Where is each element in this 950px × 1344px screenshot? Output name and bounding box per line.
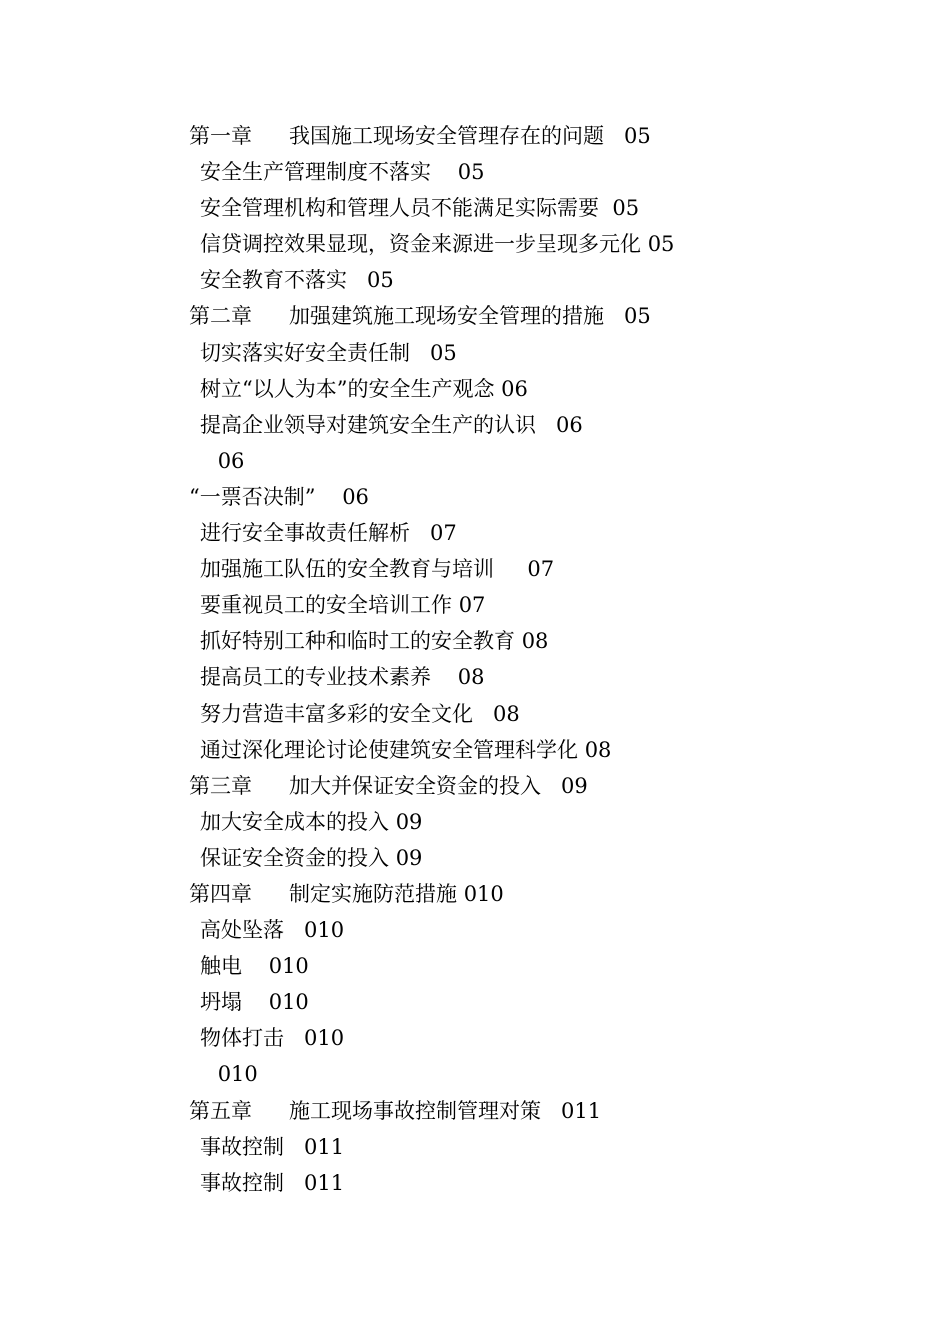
entry-title: 物体打击 [200,1026,284,1051]
page-number: 010 [268,954,309,979]
toc-entry [189,443,674,479]
entry-spacer [410,341,430,365]
chapter-label: 第一章 [189,124,252,148]
entry-spacer [389,846,396,870]
entry-title: 制定实施防范措施 [289,881,457,906]
entry-spacer [541,1099,561,1123]
entry-spacer [599,196,612,220]
entry-title: 信贷调控效果显现，资金来源进一步呈现多元化 [200,232,641,257]
toc-entry [189,840,674,876]
entry-title: 加大安全成本的投入 [200,809,389,834]
chapter-label: 第三章 [189,773,252,798]
entry-title: 提高企业领导对建筑安全生产的认识 [200,412,536,437]
toc-entry [189,262,674,298]
page-number: 05 [647,232,675,257]
entry-title: 坍塌 [200,990,242,1015]
page-number: 05 [612,196,640,221]
chapter-label: 第五章 [189,1098,252,1123]
entry-spacer [536,413,556,437]
entry-spacer [211,449,218,473]
page-number: 05 [430,340,457,365]
entry-spacer [284,1026,304,1050]
entry-title: 安全教育不落实 [200,268,347,293]
entry-title: 加强建筑施工现场安全管理的措施 [289,304,604,329]
entry-title: 我国施工现场安全管理存在的问题 [289,124,604,148]
toc-entry [189,912,674,948]
table-of-contents [189,118,674,1201]
page-number: 09 [561,773,588,798]
entry-spacer [389,810,396,834]
page-number: 07 [430,521,457,546]
page-number: 08 [457,665,485,690]
toc-entry [189,515,674,551]
page-number: 08 [493,701,520,726]
toc-entry [189,226,674,262]
page-number: 011 [561,1098,602,1123]
entry-spacer [284,1171,304,1195]
toc-entry [189,479,674,515]
entry-spacer [211,1062,218,1086]
toc-entry [189,551,674,587]
chapter-label: 第四章 [189,881,252,906]
entry-spacer [410,521,430,545]
entry-title: 努力营造丰富多彩的安全文化 [200,701,473,726]
entry-title: 施工现场事故控制管理对策 [289,1098,541,1123]
entry-spacer [284,1135,304,1159]
entry-spacer [515,629,522,653]
entry-title: 提高员工的专业技术素养 [200,665,431,690]
entry-title: 进行安全事故责任解析 [200,521,410,546]
chapter-label: 第二章 [189,304,252,329]
toc-entry [189,335,674,371]
entry-title: 要重视员工的安全培训工作 [200,593,452,618]
toc-entry [189,804,674,840]
toc-chapter-entry [189,768,674,804]
page-number: 05 [624,124,651,148]
page-number: 010 [304,918,345,943]
toc-entry [189,1020,674,1056]
toc-entry [189,948,674,984]
toc-chapter-entry [189,298,674,334]
entry-title: 树立“以人为本”的安全生产观念 [200,376,495,401]
entry-spacer [431,665,458,689]
entry-title: 高处坠落 [200,918,284,943]
toc-entry [189,984,674,1020]
entry-spacer [452,593,459,617]
page-number: 09 [395,809,423,834]
toc-chapter-entry [189,1093,674,1129]
toc-chapter-entry [189,118,674,154]
entry-title: 加强施工队伍的安全教育与培训 [200,557,494,582]
entry-spacer [242,954,269,978]
toc-entry [189,407,674,443]
entry-title: 加大并保证安全资金的投入 [289,773,541,798]
page-number: 06 [217,448,245,473]
entry-spacer [242,990,269,1014]
entry-spacer [347,268,367,292]
toc-entry [189,732,674,768]
toc-entry [189,154,674,190]
toc-entry [189,587,674,623]
toc-entry [189,659,674,695]
page-number: 011 [304,1170,345,1195]
toc-entry [189,696,674,732]
entry-title: 事故控制 [200,1134,284,1159]
page-number: 06 [556,412,583,437]
page-number: 05 [624,304,651,329]
entry-spacer [604,304,624,328]
entry-title: 通过深化理论讨论使建筑安全管理科学化 [200,737,578,762]
toc-entry [189,190,674,226]
page-number: 09 [395,845,423,870]
page-number: 010 [217,1062,258,1087]
entry-title: 抓好特别工种和临时工的安全教育 [200,629,515,654]
page-number: 08 [521,629,549,654]
page-number: 010 [463,881,504,906]
entry-spacer [473,702,493,726]
entry-title: “一票否决制” [189,484,316,509]
page-number: 07 [458,593,486,618]
entry-spacer [494,557,527,581]
toc-entry [189,1129,674,1165]
entry-title: 切实落实好安全责任制 [200,340,410,365]
entry-spacer [541,774,561,798]
page-number: 06 [342,484,369,509]
page-number: 07 [527,557,555,582]
entry-spacer [578,738,585,762]
entry-spacer [315,485,342,509]
entry-title: 保证安全资金的投入 [200,845,389,870]
page-number: 08 [584,737,612,762]
entry-spacer [284,918,304,942]
entry-spacer [641,232,648,256]
page-number: 011 [304,1134,345,1159]
page-number: 05 [367,268,394,293]
entry-spacer [457,882,464,906]
page-number: 010 [304,1026,345,1051]
toc-chapter-entry [189,876,674,912]
entry-spacer [604,124,624,148]
entry-spacer [431,160,458,184]
page-number: 06 [501,376,528,401]
entry-title: 触电 [200,954,242,979]
entry-title: 安全管理机构和管理人员不能满足实际需要 [200,196,599,221]
toc-entry [189,623,674,659]
entry-title: 安全生产管理制度不落实 [200,160,431,185]
toc-entry [189,371,674,407]
page-number: 010 [268,990,309,1015]
toc-entry [189,1165,674,1201]
toc-entry [189,1056,674,1092]
entry-title: 事故控制 [200,1170,284,1195]
page-number: 05 [457,160,485,185]
